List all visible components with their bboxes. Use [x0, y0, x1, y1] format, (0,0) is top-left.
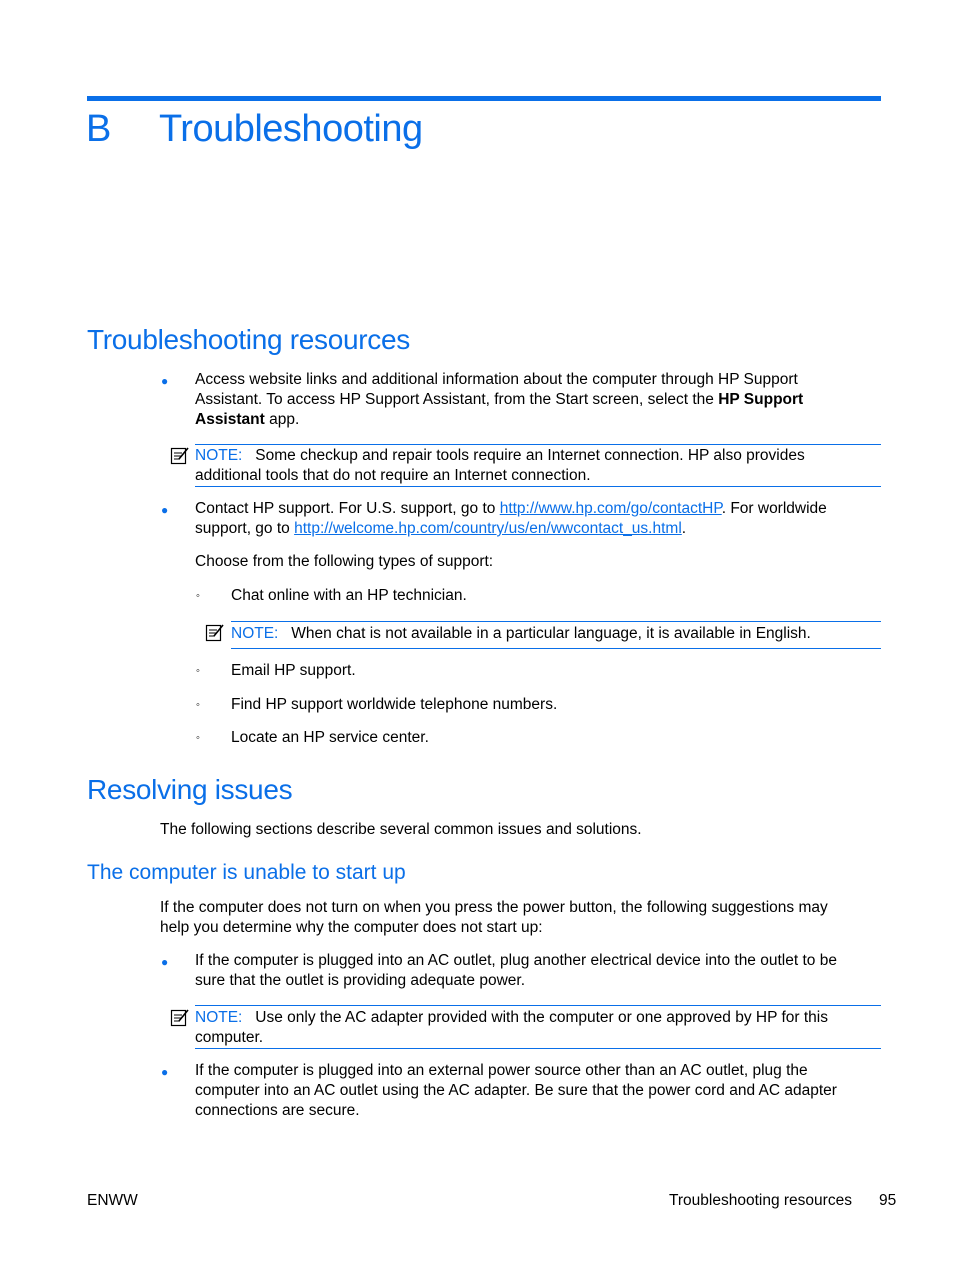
sub-list-item: Find HP support worldwide telephone numbers.: [231, 696, 558, 713]
note-box: NOTE: When chat is not available in a particular language, it is available in English.: [231, 621, 881, 649]
footer-left: ENWW: [87, 1192, 138, 1209]
note-icon: [170, 446, 190, 466]
note-label: NOTE:: [195, 447, 243, 464]
section-heading-troubleshooting-resources: Troubleshooting resources: [87, 324, 410, 355]
paragraph: Choose from the following types of support:: [195, 553, 494, 570]
chapter-title: Troubleshooting: [159, 108, 423, 150]
chapter-letter: B: [86, 108, 112, 150]
section-heading-resolving-issues: Resolving issues: [87, 774, 293, 805]
list-item: If the computer is plugged into an AC outlet, plug another electrical device into the outlet to be sure that the outlet is providing adequate power.: [195, 952, 837, 989]
sub-list-item: Email HP support.: [231, 662, 356, 679]
list-item: Access website links and additional information about the computer through HP Support Assistant. To access HP Support Assistant, from the Start screen, select the HP Support Assistant app.: [195, 371, 804, 428]
sub-list-item: Locate an HP service center.: [231, 729, 429, 746]
bullet-icon: ●: [161, 955, 169, 969]
footer-section: Troubleshooting resources: [669, 1192, 852, 1209]
sub-list-item: Chat online with an HP technician.: [231, 587, 467, 604]
paragraph: If the computer does not turn on when you press the power button, the following suggestions may help you determine why the computer does not start up:: [160, 899, 828, 936]
page-number: 95: [879, 1192, 897, 1209]
sub-bullet-icon: ◦: [196, 665, 200, 677]
note-icon: [170, 1008, 190, 1028]
bullet-icon: ●: [161, 1065, 169, 1079]
note-box: NOTE: Some checkup and repair tools require an Internet connection. HP also provides additional tools that do not require an Internet connection.: [195, 444, 881, 487]
note-box: NOTE: Use only the AC adapter provided with the computer or one approved by HP for this computer.: [195, 1005, 881, 1049]
sub-bullet-icon: ◦: [196, 590, 200, 602]
list-item: If the computer is plugged into an external power source other than an AC outlet, plug the computer into an AC outlet using the AC adapter. Be sure that the power cord and AC adapter connections are secure.: [195, 1062, 837, 1119]
sub-bullet-icon: ◦: [196, 699, 200, 711]
subsection-heading: The computer is unable to start up: [87, 861, 406, 884]
paragraph: The following sections describe several common issues and solutions.: [160, 821, 642, 838]
worldwide-contact-link[interactable]: http://welcome.hp.com/country/us/en/wwcontact_us.html: [294, 520, 682, 537]
note-icon: [205, 623, 225, 643]
bullet-icon: ●: [161, 503, 169, 517]
note-label: NOTE:: [231, 625, 279, 642]
list-item: Contact HP support. For U.S. support, go to http://www.hp.com/go/contactHP. For worldwide support, go to http://welcome.hp.com/country/us/en/wwcontact_us.html.: [195, 500, 827, 537]
chapter-rule: [87, 96, 881, 101]
note-label: NOTE:: [195, 1009, 243, 1026]
bullet-icon: ●: [161, 374, 169, 388]
sub-bullet-icon: ◦: [196, 732, 200, 744]
contact-hp-link[interactable]: http://www.hp.com/go/contactHP: [499, 500, 722, 517]
